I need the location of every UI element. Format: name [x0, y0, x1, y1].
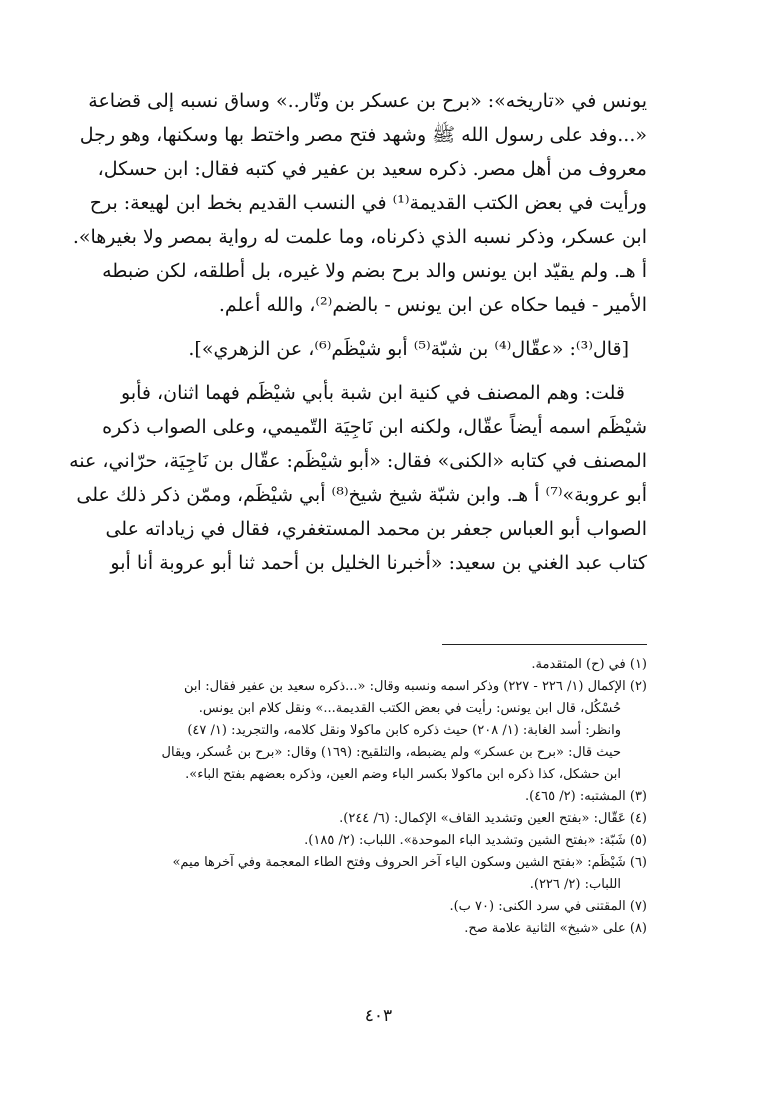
footnote-line: (٣) المشتبه: (٢/ ٤٦٥).: [524, 789, 647, 804]
footnote-line: حيث قال: «برح بن عسكر» ولم يضبطه، والتلقيح: (١٦٩) وقال: «برح بن عُسكر، ويقال: [161, 745, 621, 760]
footnote-line: حُسْكُل، قال ابن يونس: رأيت في بعض الكتب القديمة...» ونقل كلام ابن يونس.: [198, 701, 621, 716]
footnote-separator: [442, 644, 647, 645]
quoted-entry: [112, 332, 647, 366]
footnote-line: وانظر: أسد الغابة: (١/ ٢٠٨) حيث ذكره كابن ماكولا ونقل كلامه، والتجريد: (١/ ٤٧): [187, 723, 621, 738]
text-line: قلت: وهم المصنف في كنية ابن شبة بأبي شيْظَم فهما اثنان، فأبو: [121, 382, 625, 404]
footnote-line: (٥) شَبّة: «بفتح الشين وتشديد الباء الموحدة». اللباب: (٢/ ١٨٥).: [304, 833, 647, 848]
text-line: أبو عروبة»⁽⁷⁾ أ هـ. وابن شبّة شيخ شيخ⁽⁸⁾ أبي شيْظَم، وممّن ذكر ذلك على: [76, 484, 647, 506]
footnote-line: اللباب: (٢/ ٢٢٦).: [529, 877, 621, 892]
paragraph-biography: [72, 84, 647, 322]
text-line: ابن عسكر، وذكر نسبه الذي ذكرناه، وما علمت له رواية بمصر ولا بغيرها».: [72, 226, 647, 248]
text-line: المصنف في كتابه «الكنى» فقال: «أبو شيْظَم: عقّال بن نَاجِيَة، حرّاني، عنه: [69, 450, 647, 472]
footnote-line: (٢) الإكمال (١/ ٢٢٦ - ٢٢٧) وذكر اسمه ونسبه وقال: «...ذكره سعيد بن عفير فقال: ابن: [183, 679, 647, 694]
footnote-line: (٨) على «شيخ» الثانية علامة صح.: [464, 921, 647, 936]
text-line: ورأيت في بعض الكتب القديمة⁽¹⁾ في النسب القديم بخط ابن لهيعة: برح: [89, 192, 647, 214]
main-text: [69, 84, 647, 580]
text-line: «...وفد على رسول الله ﷺ وشهد فتح مصر واختط بها وسكنها، وهو رجل: [79, 124, 647, 146]
text-line: يونس في «تاريخه»: «برح بن عسكر بن وتّار..» وساق نسبه إلى قضاعة: [88, 90, 647, 112]
text-line: معروف من أهل مصر. ذكره سعيد بن عفير في كتبه فقال: ابن حسكل،: [97, 158, 647, 180]
footnote-line: (١) في (ح) المتقدمة.: [531, 657, 647, 672]
text-line: الأمير - فيما حكاه عن ابن يونس - بالضم⁽²⁾، والله أعلم.: [218, 294, 647, 316]
text-line: كتاب عبد الغني بن سعيد: «أخبرنا الخليل بن أحمد ثنا أبو عروبة أنا أبو: [110, 552, 647, 574]
text-line: شيْظَم اسمه أيضاً عقّال، ولكنه ابن نَاجِيَة التّميمي، وعلى الصواب ذكره: [102, 416, 647, 438]
footnote-line: (٦) شَيْظَم: «بفتح الشين وسكون الياء آخر الحروف وفتح الطاء المعجمة وفي آخرها ميم»: [172, 855, 647, 870]
footnote-line: (٤) عَقّال: «بفتح العين وتشديد القاف» الإكمال: (٦/ ٢٤٤).: [339, 811, 647, 826]
page-number: ٤٠٣: [364, 1006, 393, 1026]
text-line: الصواب أبو العباس جعفر بن محمد المستغفري، فقال في زياداته على: [105, 518, 647, 540]
footnote-line: (٧) المقتنى في سرد الكنى: (٧٠ ب).: [449, 899, 647, 914]
text-line: أ هـ. ولم يقيّد ابن يونس والد برح بضم ولا غيره، بل أطلقه، لكن ضبطه: [102, 260, 647, 282]
quote-line: [قال⁽³⁾: «عقّال⁽⁴⁾ بن شبّة⁽⁵⁾ أبو شيْظَم⁽⁶⁾، عن الزهري»].: [188, 338, 629, 360]
footnote-line: ابن حشكل، كذا ذكره ابن ماكولا بكسر الباء وضم العين، وذكره بعضهم بفتح الباء».: [185, 767, 621, 782]
footnotes: [112, 654, 647, 940]
paragraph-commentary: [69, 376, 647, 580]
